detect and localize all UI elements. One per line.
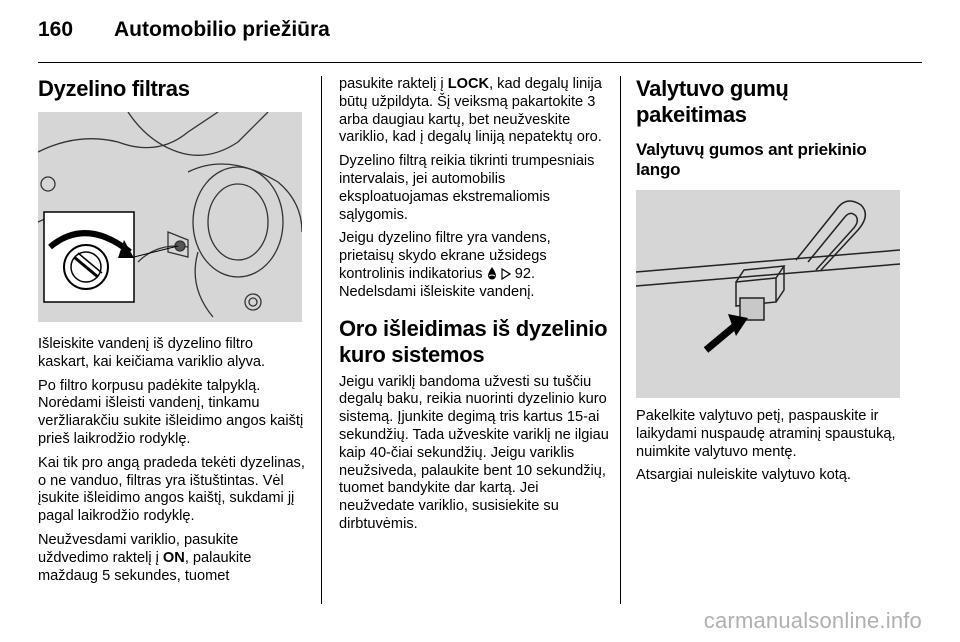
paragraph: Atsargiai nuleiskite valytuvo kotą.	[636, 467, 851, 484]
drain-screw-rotate-illustration	[38, 112, 302, 322]
ignition-position-label: ON	[162, 549, 185, 566]
paragraph	[339, 76, 609, 147]
text-span: Neužvesdami variklio, pasukite uždvedimo raktelį į	[38, 531, 239, 566]
text-span: .	[531, 265, 536, 282]
wiper-blade-clip-illustration	[636, 190, 900, 398]
water-in-fuel-icon	[487, 266, 497, 280]
column-3	[636, 76, 904, 491]
column-2	[339, 76, 609, 540]
paragraph	[38, 532, 308, 585]
paragraph	[339, 230, 609, 283]
text-span: , kad degalų linija būtų užpildyta. Šį veiksmą pakartokite 3 arba daugiau kartų, bet neužveskite variklio, kad į degalų liniją nepatektų oro.	[339, 76, 602, 146]
page-header	[38, 14, 922, 63]
column-divider	[620, 76, 621, 604]
paragraph: Išleiskite vandenį iš dyzelino filtro kaskart, kai keičiama variklio alyva.	[38, 336, 266, 370]
paragraph: Kai tik pro angą pradeda tekėti dyzelinas, o ne vanduo, filtras yra ištuštintas. Vėl įsukite išleidimo angos kaištį, sukdami jį pagal laikrodžio rodyklę.	[38, 454, 305, 525]
page-reference-icon	[501, 268, 511, 280]
text-span: Jeigu dyzelino filtre yra vandens, prietaisų skydo ekrane užsidegs kontrolinis indikatorius	[339, 230, 551, 282]
section-heading-bleeding: Oro išleidimas iš dyzelinio kuro sistemos	[339, 315, 608, 367]
ignition-position-label: LOCK	[447, 76, 490, 92]
column-1	[38, 76, 308, 591]
subsection-heading-windscreen: Valytuvų gumos ant priekinio lango	[636, 140, 867, 179]
section-heading-diesel-filter: Dyzelino filtras	[38, 76, 190, 101]
watermark: carmanualsonline.info	[703, 608, 922, 633]
paragraph: Nedelsdami išleiskite vandenį.	[339, 283, 535, 300]
page-number: 160	[38, 18, 74, 41]
paragraph: Pakelkite valytuvo petį, paspauskite ir laikydami nuspaudę atraminį spaustuką, nuimkite valytuvo mentę.	[636, 408, 896, 460]
chapter-title: Automobilio priežiūra	[114, 18, 330, 41]
section-heading-wiper: Valytuvo gumų pakeitimas	[636, 76, 789, 127]
column-divider	[321, 76, 322, 604]
paragraph: Jeigu variklį bandoma užvesti su tuščiu degalų baku, reikia nuorinti dyzelinio kuro sistemą. Įjunkite degimą tris kartus 15-ai sekundžių. Tada užveskite variklį ne ilgiau kaip 40-čiai sekundžių. Jeigu variklis neužsiveda, palaukite bent 10 sekundžių, tuomet bandykite dar kartą. Jei neužvedate variklio, susisiekite su dirbtuvėmis.	[339, 373, 609, 532]
text-span: , palaukite maždaug 5 sekundes, tuomet	[38, 549, 252, 584]
page-reference: 92	[514, 265, 531, 282]
text-span: pasukite raktelį į	[339, 76, 448, 92]
paragraph: Po filtro korpusu padėkite talpyklą. Norėdami išleisti vandenį, tinkamu veržliarakčiu sukite išleidimo angos kaištį prieš laikrodžio rodyklę.	[38, 377, 304, 447]
paragraph: Dyzelino filtrą reikia tikrinti trumpesniais intervalais, jei automobilis eksploatuojamas ekstremaliomis sąlygomis.	[339, 153, 595, 223]
